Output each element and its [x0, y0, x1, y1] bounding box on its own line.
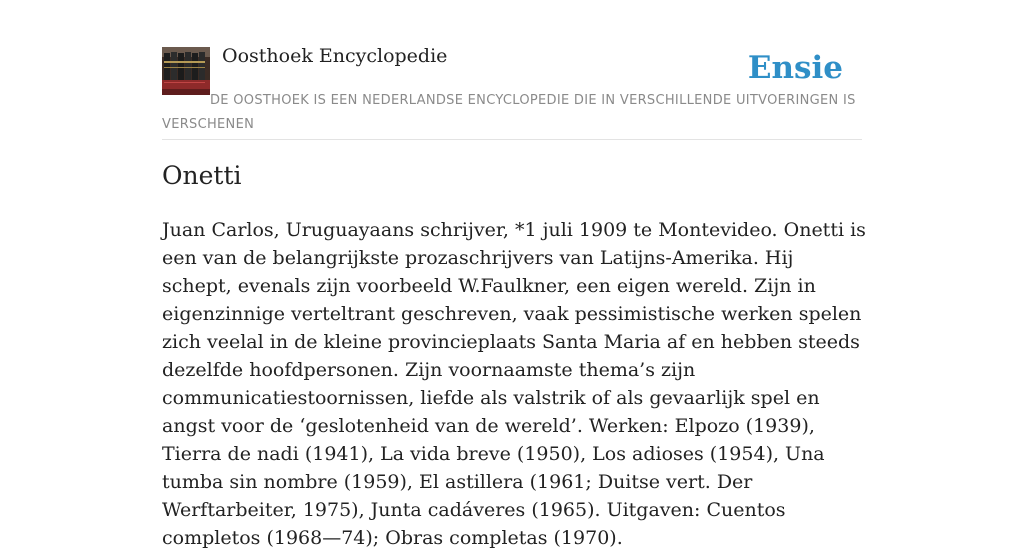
source-avatar[interactable]	[162, 47, 210, 95]
article-title: Onetti	[162, 161, 242, 190]
source-name[interactable]: Oosthoek Encyclopedie	[222, 45, 448, 67]
header-divider	[162, 139, 862, 140]
source-tagline: DE OOSTHOEK IS EEN NEDERLANDSE ENCYCLOPEDIE DIE IN VERSCHILLENDE UITVOERINGEN IS VERSCHENEN	[162, 93, 856, 132]
article-body: Juan Carlos, Uruguayaans schrijver, *1 juli 1909 te Montevideo. Onetti is een van de belangrijkste prozaschrijvers van Latijns-Amerika. Hij schept, evenals zijn voorbeeld W.Faulkner, een eigen wereld. Zijn in eigenzinnige verteltrant geschreven, vaak pessimistische werken spelen zich veelal in de kleine provincieplaats Santa Maria af en hebben steeds dezelfde hoofdpersonen. Zijn voornaamste thema’s zijn communicatiestoornissen, liefde als valstrik of als gevaarlijk spel en angst voor de ‘geslotenheid van de wereld’. Werken: Elpozo (1939), Tierra de nadi (1941), La vida breve (1950), Los adioses (1954), Una tumba sin nombre (1959), El astillera (1961; Duitse vert. Der Werftarbeiter, 1975), Junta cadáveres (1965). Uitgaven: Cuentos completos (1968—74); Obras completas (1970).	[162, 219, 866, 549]
brand-logo[interactable]: Ensie	[747, 50, 843, 86]
encyclopedia-books-icon	[162, 47, 210, 95]
